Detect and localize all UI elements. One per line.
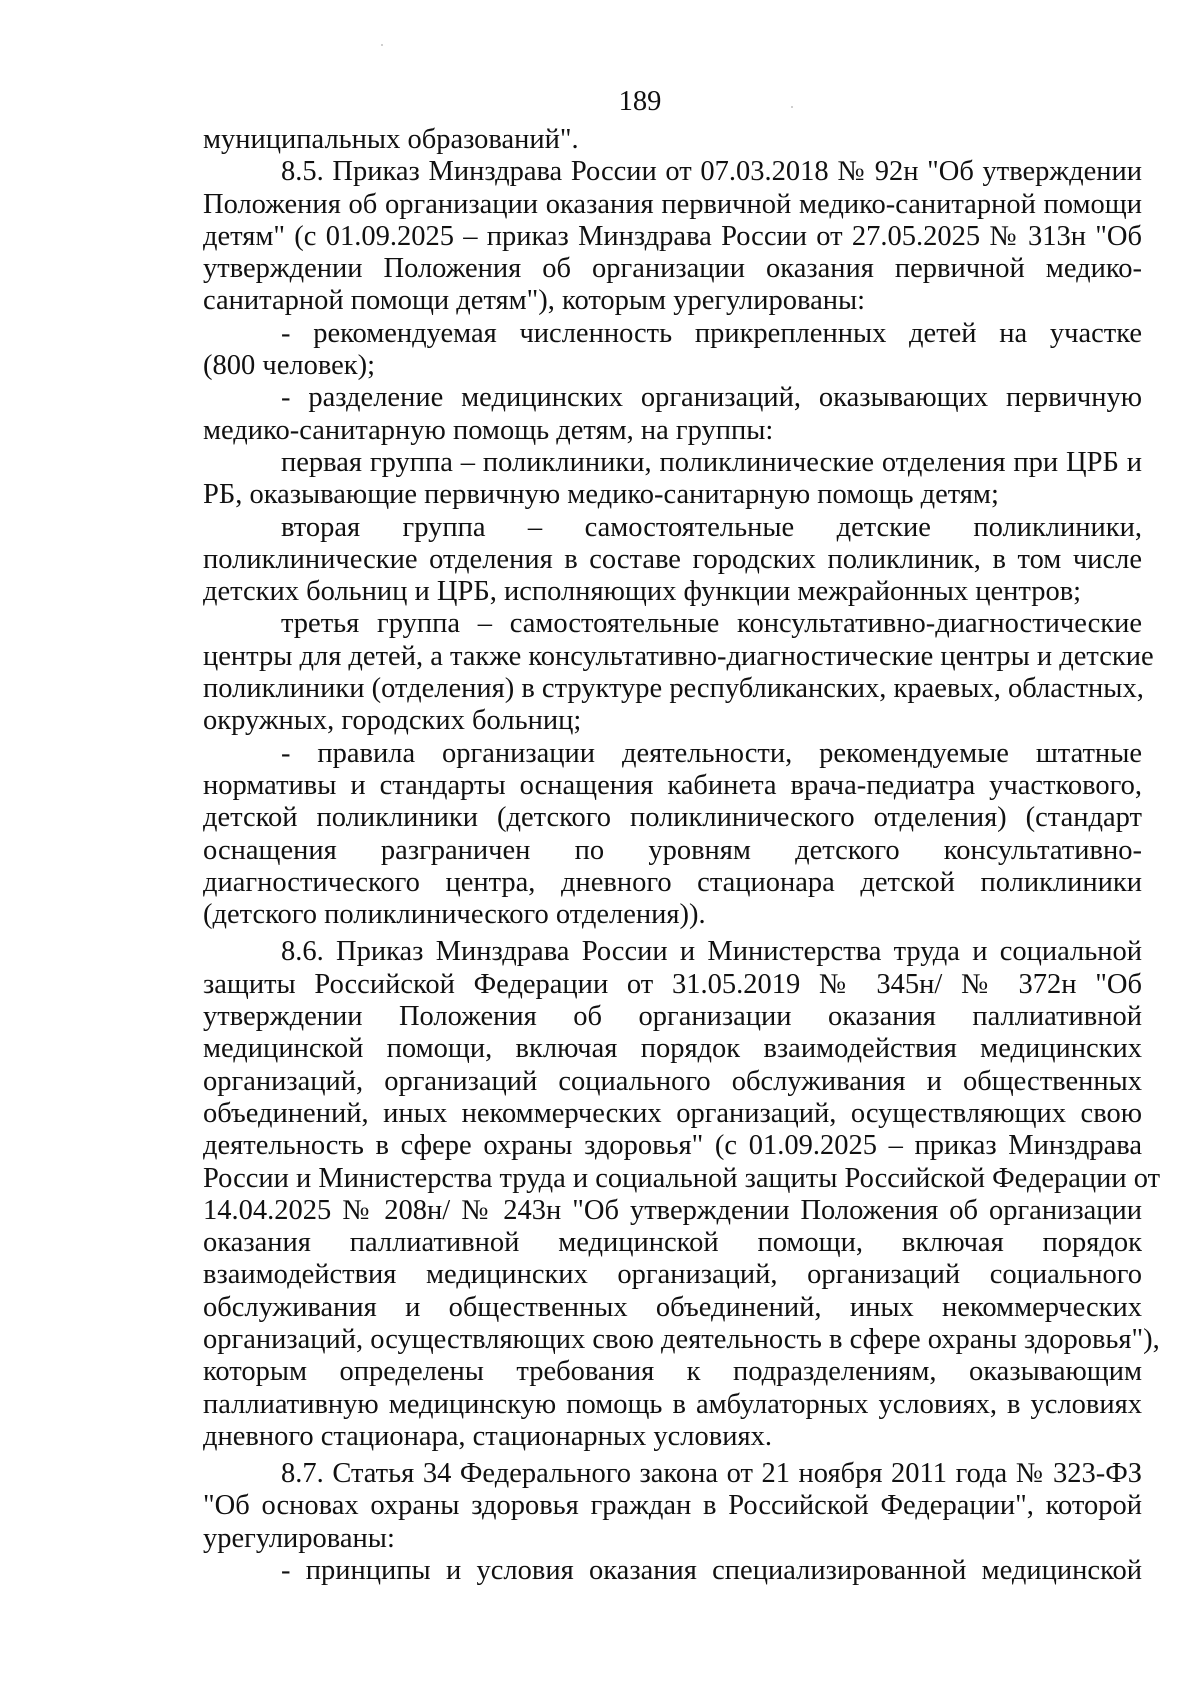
text-line: вторая группа – самостоятельные детские поликлиники, [281, 511, 1142, 543]
text-line: детских больниц и ЦРБ, исполняющих функции межрайонных центров; [203, 576, 1082, 608]
text-line: которым определены требования к подразделениям, оказывающим [203, 1356, 1142, 1388]
text-line: обслуживания и общественных объединений, иных некоммерческих [203, 1291, 1142, 1323]
text-line: урегулированы: [203, 1522, 395, 1554]
text-line: поликлиники (отделения) в структуре республиканских, краевых, областных, [203, 673, 1144, 705]
text-line: "Об основах охраны здоровья граждан в Российской Федерации", которой [203, 1490, 1142, 1522]
text-line: - рекомендуемая численность прикрепленных детей на участке [281, 317, 1142, 349]
text-line: организаций, осуществляющих свою деятельность в сфере охраны здоровья"), [203, 1323, 1160, 1355]
text-line: медицинской помощи, включая порядок взаимодействия медицинских [203, 1033, 1142, 1065]
text-line: защиты Российской Федерации от 31.05.2019 № 345н/ № 372н "Об [203, 968, 1142, 1000]
text-line: 8.7. Статья 34 Федерального закона от 21 ноября 2011 года № 323-ФЗ [281, 1458, 1142, 1490]
text-line: оснащения разграничен по уровням детского консультативно- [203, 834, 1142, 866]
text-line: - правила организации деятельности, рекомендуемые штатные [281, 737, 1142, 769]
text-line: детской поликлиники (детского поликлинического отделения) (стандарт [203, 802, 1142, 834]
text-line: взаимодействия медицинских организаций, организаций социального [203, 1259, 1142, 1291]
text-line: детям" (с 01.09.2025 – приказ Минздрава России от 27.05.2025 № 313н "Об [203, 220, 1142, 252]
text-line: поликлинические отделения в составе городских поликлиник, в том числе [203, 543, 1142, 575]
document-body [203, 124, 1161, 1587]
text-line: 8.6. Приказ Минздрава России и Министерства труда и социальной [281, 936, 1142, 968]
text-line: организаций, организаций социального обслуживания и общественных [203, 1065, 1142, 1097]
text-line: нормативы и стандарты оснащения кабинета врача-педиатра участкового, [203, 769, 1142, 801]
text-line: (детского поликлинического отделения)). [203, 899, 706, 931]
text-line: центры для детей, а также консультативно-диагностические центры и детские [203, 640, 1154, 672]
text-line: муниципальных образований". [203, 124, 579, 155]
scan-artifact [381, 44, 383, 46]
text-line: дневного стационара, стационарных условиях. [203, 1420, 772, 1452]
text-line: - разделение медицинских организаций, оказывающих первичную [281, 382, 1142, 414]
text-line: паллиативную медицинскую помощь в амбулаторных условиях, в условиях [203, 1388, 1142, 1420]
text-line: утверждении Положения об организации оказания первичной медико- [203, 253, 1142, 285]
text-line: третья группа – самостоятельные консультативно-диагностические [281, 608, 1142, 640]
text-line: медико-санитарную помощь детям, на группы: [203, 414, 774, 446]
text-line: РБ, оказывающие первичную медико-санитарную помощь детям; [203, 479, 999, 511]
text-line: объединений, иных некоммерческих организаций, осуществляющих свою [203, 1097, 1142, 1129]
text-line: Положения об организации оказания первичной медико-санитарной помощи [203, 188, 1142, 220]
text-line: санитарной помощи детям"), которым урегулированы: [203, 285, 866, 317]
scan-artifact [791, 106, 793, 108]
text-line: утверждении Положения об организации оказания паллиативной [203, 1001, 1142, 1033]
text-line: России и Министерства труда и социальной защиты Российской Федерации от [203, 1162, 1161, 1194]
text-line: окружных, городских больниц; [203, 705, 582, 737]
page-number: 189 [618, 86, 662, 117]
text-line: 14.04.2025 № 208н/ № 243н "Об утверждении Положения об организации [203, 1194, 1142, 1226]
text-line: деятельность в сфере охраны здоровья" (с 01.09.2025 – приказ Минздрава [203, 1130, 1142, 1162]
text-line: - принципы и условия оказания специализированной медицинской [281, 1555, 1142, 1587]
text-line: (800 человек); [203, 350, 376, 382]
text-line: первая группа – поликлиники, поликлинические отделения при ЦРБ и [281, 446, 1142, 478]
text-line: оказания паллиативной медицинской помощи, включая порядок [203, 1227, 1142, 1259]
text-line: 8.5. Приказ Минздрава России от 07.03.2018 № 92н "Об утверждении [281, 156, 1142, 188]
text-line: диагностического центра, дневного стационара детской поликлиники [203, 866, 1142, 898]
